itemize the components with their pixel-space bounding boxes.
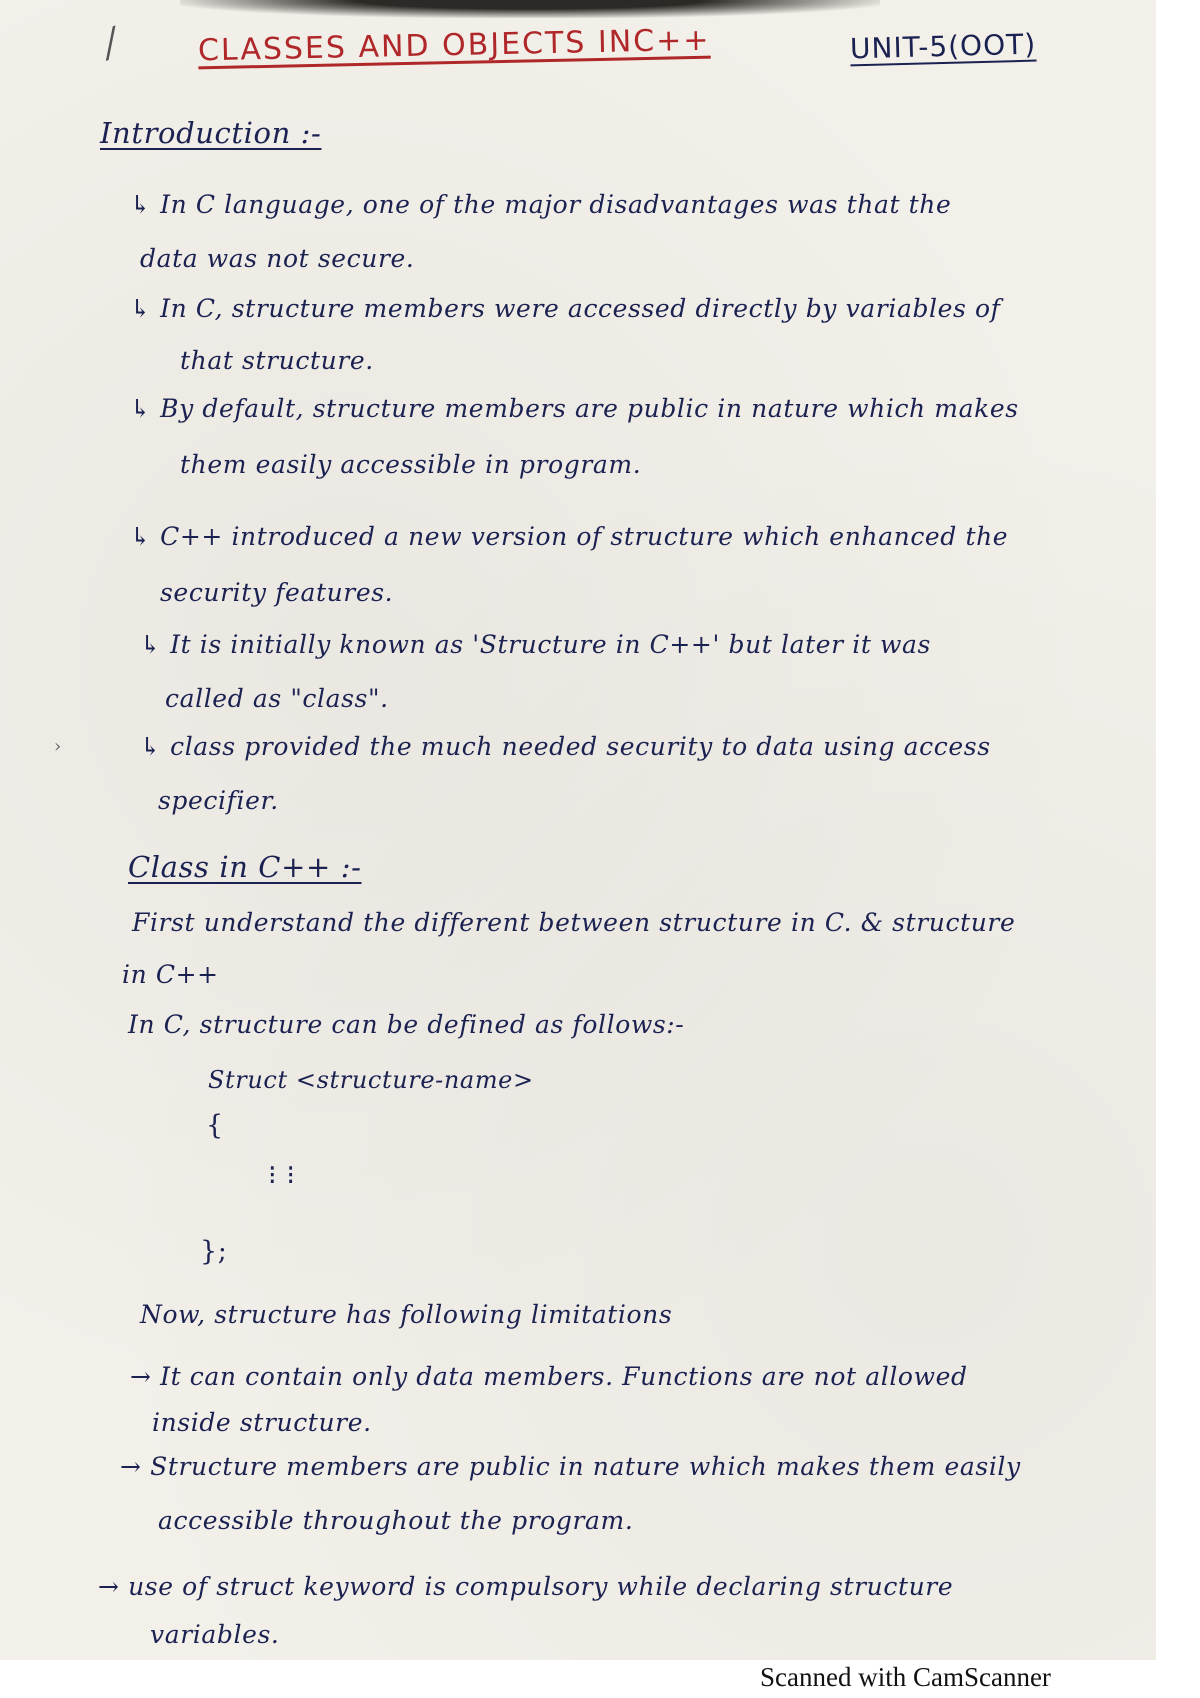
class-heading: Class in C++ :- bbox=[128, 850, 362, 884]
intro-line: them easily accessible in program. bbox=[180, 450, 642, 479]
limitation-line: inside structure. bbox=[152, 1408, 372, 1437]
limitation-line: → use of struct keyword is compulsory while declaring structure bbox=[98, 1572, 954, 1601]
intro-line: ↳ It is initially known as 'Structure in C++' but later it was bbox=[140, 630, 931, 659]
introduction-heading: Introduction :- bbox=[100, 116, 322, 150]
limitation-line: variables. bbox=[150, 1620, 280, 1649]
close-brace: }; bbox=[200, 1236, 228, 1267]
scanner-watermark: Scanned with CamScanner bbox=[760, 1662, 1051, 1692]
class-line: In C, structure can be defined as follows:- bbox=[128, 1010, 685, 1039]
ellipsis-dots: ⁝ ⁝ bbox=[268, 1160, 296, 1191]
struct-declaration: Struct <structure-name> bbox=[208, 1066, 534, 1094]
class-line: First understand the different between structure in C. & structure bbox=[132, 908, 1016, 937]
intro-line: ↳ class provided the much needed security to data using access bbox=[140, 732, 991, 761]
limitation-line: → It can contain only data members. Functions are not allowed bbox=[130, 1362, 968, 1391]
intro-line: ↳ In C language, one of the major disadvantages was that the bbox=[130, 190, 952, 219]
page-edge-shadow bbox=[180, 0, 880, 18]
limitation-line: accessible throughout the program. bbox=[158, 1506, 634, 1535]
intro-line: specifier. bbox=[158, 786, 279, 815]
page-title: CLASSES AND OBJECTS INC++ bbox=[197, 22, 711, 69]
intro-line: that structure. bbox=[180, 346, 374, 375]
open-brace: { bbox=[206, 1110, 224, 1141]
intro-line: security features. bbox=[160, 578, 394, 607]
limitation-line: → Structure members are public in nature which makes them easily bbox=[120, 1452, 1021, 1481]
limitations-intro: Now, structure has following limitations bbox=[140, 1300, 673, 1329]
intro-line: called as "class". bbox=[165, 684, 389, 713]
intro-line: data was not secure. bbox=[140, 244, 415, 273]
class-line: in C++ bbox=[122, 960, 219, 989]
stray-mark: › bbox=[54, 736, 62, 757]
unit-label: UNIT-5(OOT) bbox=[849, 27, 1037, 66]
intro-line: ↳ By default, structure members are public in nature which makes bbox=[130, 394, 1019, 423]
margin-tick-mark: ⁄ bbox=[100, 21, 123, 68]
intro-line: ↳ C++ introduced a new version of structure which enhanced the bbox=[130, 522, 1009, 551]
intro-line: ↳ In C, structure members were accessed directly by variables of bbox=[130, 294, 1001, 323]
